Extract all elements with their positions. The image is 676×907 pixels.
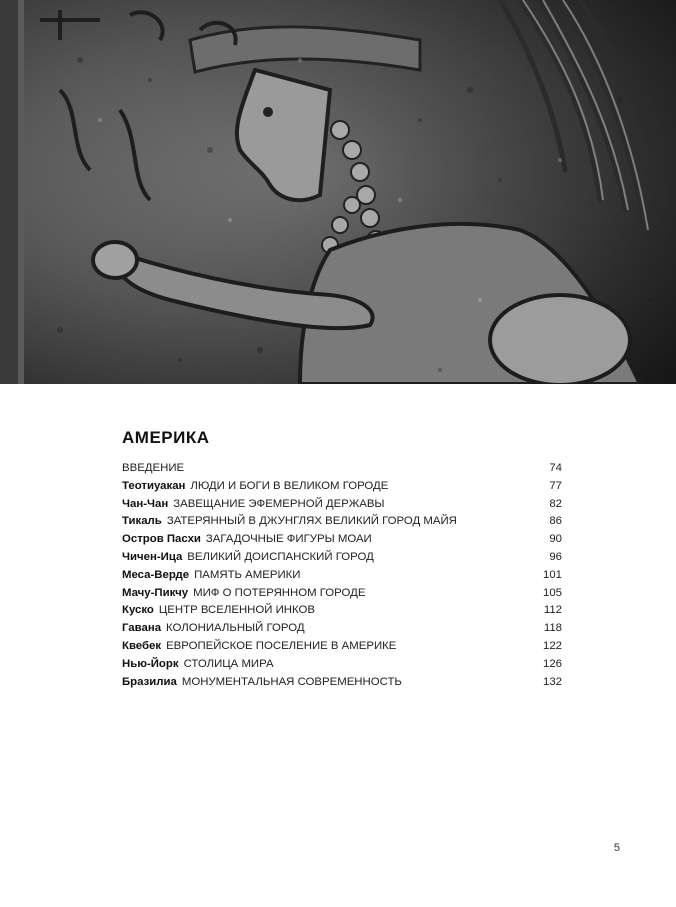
toc-description: МОНУМЕНТАЛЬНАЯ СОВРЕМЕННОСТЬ bbox=[181, 675, 402, 688]
section-title: АМЕРИКА bbox=[122, 428, 210, 447]
toc-page-number: 132 bbox=[542, 675, 562, 688]
toc-place: Бразилиа bbox=[122, 675, 177, 688]
toc-place: Меса-Верде bbox=[122, 568, 190, 581]
toc-page-number: 82 bbox=[549, 497, 562, 510]
toc-description: ЕВРОПЕЙСКОЕ ПОСЕЛЕНИЕ В АМЕРИКЕ bbox=[166, 639, 397, 652]
stone-relief-image bbox=[0, 0, 676, 384]
toc-entry[interactable] bbox=[122, 478, 562, 496]
toc-place: Квебек bbox=[122, 639, 162, 652]
toc-page-number: 112 bbox=[543, 604, 562, 617]
table-of-contents bbox=[122, 460, 562, 691]
contents-section bbox=[122, 428, 562, 691]
toc-page-number: 77 bbox=[549, 479, 562, 492]
toc-page-number: 118 bbox=[543, 622, 562, 635]
toc-page-number: 86 bbox=[549, 515, 562, 528]
toc-place: Мачу-Пикчу bbox=[122, 586, 189, 599]
toc-place: Куско bbox=[122, 604, 154, 617]
toc-page-number: 101 bbox=[542, 568, 562, 581]
toc-page-number: 105 bbox=[542, 586, 562, 599]
toc-page-number: 126 bbox=[542, 657, 562, 670]
toc-description: ЦЕНТР ВСЕЛЕННОЙ ИНКОВ bbox=[158, 604, 315, 617]
toc-place: Нью-Йорк bbox=[122, 657, 179, 670]
toc-entry[interactable] bbox=[122, 567, 562, 585]
toc-entry[interactable] bbox=[122, 585, 562, 603]
toc-description: СТОЛИЦА МИРА bbox=[183, 657, 274, 670]
toc-entry[interactable] bbox=[122, 513, 562, 531]
toc-page-number: 90 bbox=[549, 533, 562, 546]
toc-page-number: 122 bbox=[542, 639, 562, 652]
toc-description: ВВЕДЕНИЕ bbox=[122, 462, 185, 474]
toc-entry[interactable] bbox=[122, 460, 562, 478]
toc-description: ЗАГАДОЧНЫЕ ФИГУРЫ МОАИ bbox=[205, 533, 372, 546]
toc-page-number: 96 bbox=[549, 550, 562, 563]
toc-entry[interactable] bbox=[122, 656, 562, 674]
toc-description: КОЛОНИАЛЬНЫЙ ГОРОД bbox=[166, 622, 305, 635]
toc-entry[interactable] bbox=[122, 496, 562, 514]
toc-entry[interactable] bbox=[122, 620, 562, 638]
toc-description: ЗАВЕЩАНИЕ ЭФЕМЕРНОЙ ДЕРЖАВЫ bbox=[173, 497, 385, 510]
toc-description: ПАМЯТЬ АМЕРИКИ bbox=[194, 568, 301, 581]
toc-entry[interactable] bbox=[122, 602, 562, 620]
toc-place: Чичен-Ица bbox=[122, 550, 183, 563]
toc-entry[interactable] bbox=[122, 531, 562, 549]
toc-page-number: 74 bbox=[549, 462, 562, 474]
toc-place: Тикаль bbox=[122, 515, 162, 528]
toc-entry[interactable] bbox=[122, 674, 562, 692]
page-number: 5 bbox=[613, 842, 620, 854]
toc-place: Остров Пасхи bbox=[122, 533, 201, 546]
toc-entry[interactable] bbox=[122, 638, 562, 656]
toc-description: МИФ О ПОТЕРЯННОМ ГОРОДЕ bbox=[193, 586, 366, 599]
toc-description: ВЕЛИКИЙ ДОИСПАНСКИЙ ГОРОД bbox=[187, 550, 374, 563]
header-photo bbox=[0, 0, 676, 384]
toc-place: Гавана bbox=[122, 622, 162, 635]
toc-place: Теотиуакан bbox=[122, 479, 186, 492]
toc-entry[interactable] bbox=[122, 549, 562, 567]
toc-description: ЛЮДИ И БОГИ В ВЕЛИКОМ ГОРОДЕ bbox=[190, 479, 389, 492]
toc-description: ЗАТЕРЯННЫЙ В ДЖУНГЛЯХ ВЕЛИКИЙ ГОРОД МАЙЯ bbox=[166, 515, 457, 528]
toc-place: Чан-Чан bbox=[122, 497, 169, 510]
